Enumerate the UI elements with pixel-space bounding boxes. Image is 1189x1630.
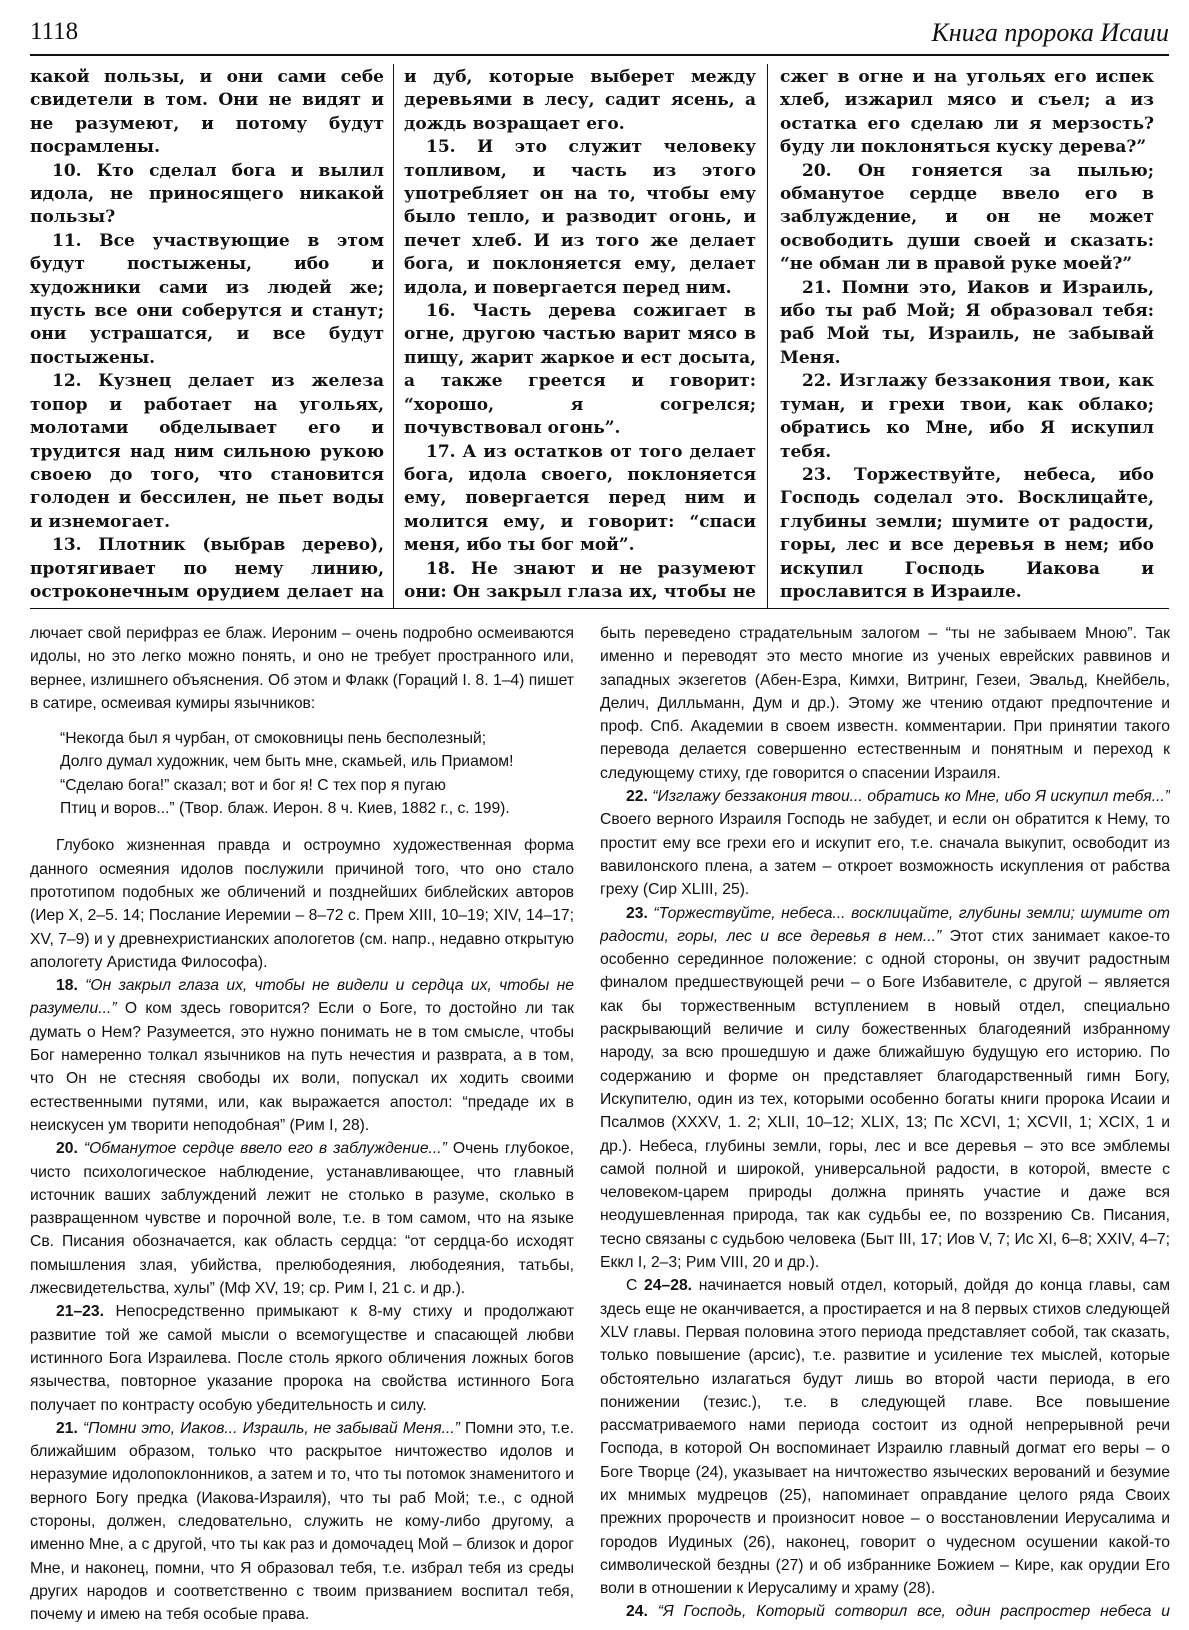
commentary-paragraph: Глубоко жизненная правда и остроумно художественная форма данного осмеяния идолов послужили причиной того, что оно стало прототипом подобных же обличений и позднейших библейских авторов (Иер X, 2–5. 14; Послание Иеремии – 8–72 с. Прем XIII, 10–19; XIV, 14–17; XV, 7–9) и у древнехристианских апологетов (см. напр., недавно открытую апологету Аристида Философа). <box>30 837 574 971</box>
bible-verse: 12. Кузнец делает из железа топор и работает на угольях, молотами обделывает его и трудится над ним сильною рукою своею до того, что становится голоден и бессилен, не пьет воды и изнемогает. <box>30 371 384 532</box>
bible-column-2 <box>404 66 756 606</box>
running-title: Книга пророка Исаии <box>931 18 1169 47</box>
commentary-paragraph <box>30 1417 574 1622</box>
commentary-text: Этот стих занимает какое-то особенно серединное положение: с одной стороны, он звучит радостным финалом предшествующей речи – о Боге Избавителе, с другой – является как бы торжественным вступлением в новый отдел, специально раскрывающий величие и силу божественных благодеяний избранному народу, за всю прошедшую и даже ближайшую будущую его историю. По содержанию и форме он представляет благодарственный гимн Богу, Искупителю, один из тех, которыми особенно богаты книги пророка Исаии и Псалмов (XXXV, 1. 2; XLII, 10–12; XLIX, 13; Пс XCVI, 1; XCVII, 1; XCIX, 1 и др.). Небеса, глубины земли, горы, лес и все деревья – это все эмблемы самой полной и широкой, универсальной радости, в которой, вместе с человеком-царем природы должна принять участие и даже вся неодушевленная природа, так как судьбы ее, по воззрению Св. Писания, тесно связаны с судьбою человека (Быт III, 17; Иов V, 7; Ис XI, 6–8; XXIV, 4–7; Еккл I, 2–3; Рим VIII, 20 и др.). <box>600 927 1170 1272</box>
bible-verse: и дуб, которые выберет между деревьями в лесу, садит ясень, а дождь возращает его. <box>404 67 756 134</box>
verse-number: 21–23. <box>56 1303 104 1321</box>
column-divider <box>767 64 768 608</box>
bible-column-3 <box>780 66 1154 606</box>
bible-verse: 18. Не знают и не разумеют они: Он закрыл глаза их, чтобы не <box>404 558 756 602</box>
verse-quote: “Помни это, Иаков... Израиль, не забывай Меня...” <box>82 1419 460 1437</box>
commentary-text: Очень глубокое, чисто психологическое наблюдение, устанавливающее, что главный источник ваших заблуждений лежит не столько в разуме, сколько в развращенном чувстве и порочной воле, т.е. в том самом, что на языке Св. Писания обозначается, как область сердца: “от сердца-бо исходят помышления злая, убийства, прелюбодеяния, любодеяния, татьбы, лжесвидетельства, хулы” (Мф XV, 19; ср. Рим I, 21 с. и др.). <box>30 1140 574 1298</box>
verse-quote: “Торжествуйте, небеса... восклицайте, глубины земли; шумите от радости, горы, лес и все деревья в нем...” <box>600 904 1170 945</box>
commentary-paragraph <box>30 1300 574 1416</box>
commentary-left-column <box>30 622 574 1622</box>
verse-quote: “Я Господь, Который сотворил все, один распростер небеса и <box>657 1603 1170 1621</box>
bible-verse: 20. Он гоняется за пылью; обманутое сердце ввело его в заблуждение, и он не может освободить души своей и сказать: “не обман ли в правой руке моей?” <box>780 160 1154 275</box>
bible-verse: сжег в огне и на угольях его испек хлеб, изжарил мясо и съел; а из остатка его сделаю ли я мерзость? буду ли поклоняться куску дерева?” <box>780 67 1154 158</box>
poem-quote <box>60 727 574 820</box>
bible-verse: 23. Торжествуйте, небеса, ибо Господь соделал это. Восклицайте, глубины земли; шумите от радости, горы, лес и все деревья в нем; ибо искупил Господь Иакова и прославится в Израиле. <box>780 464 1154 602</box>
verse-number: 21. <box>56 1419 78 1437</box>
commentary-text: Помни это, т.е. ближайшим образом, только что раскрытое ничтожество идолов и неразумие идолопоклонников, а затем и то, что ты потомок знаменитого и верного Богу предка (Иакова-Израиля), что ты раб Мой; т.е., с одной стороны, должен, следовательно, служить не кому-либо другому, а именно Мне, а с другой, что ты как раз и домочадец Мой – близок и дорог Мне, и наконец, помни, что Я образовал тебя, т.е. избрал тебя из среды других народов и соответственно с твоим призванием воспитал тебя, почему и имею на тебя особые права. <box>30 1419 574 1622</box>
page-number: 1118 <box>30 18 79 45</box>
commentary-paragraph <box>600 1600 1170 1622</box>
commentary-text: С <box>626 1277 638 1295</box>
bible-verse: 15. И это служит человеку топливом, и часть из этого употребляет он на то, чтобы ему было тепло, и разводит огонь, и печет хлеб. И из того же делает бога, и поклоняется ему, делает идола, и повергается перед ним. <box>404 137 756 298</box>
verse-number: 20. <box>56 1140 78 1158</box>
verse-quote: “Обманутое сердце ввело его в заблуждение...” <box>83 1140 447 1158</box>
verse-number: 24–28. <box>644 1277 693 1295</box>
verse-quote: “Он закрыл глаза их, чтобы не видели и сердца их, чтобы не разумели...” <box>30 977 574 1018</box>
commentary-right-column <box>600 622 1170 1622</box>
bible-column-1 <box>30 66 384 606</box>
bible-verse: 16. Часть дерева сожигает в огне, другою частью варит мясо в пищу, жарит жаркое и ест досыта, а также греется и говорит: “хорошо, я согрелся; почувствовал огонь”. <box>404 301 756 439</box>
bible-verse: 11. Все участвующие в этом будут постыжены, ибо и художники сами из людей же; пусть все они соберутся и станут; они устрашатся, и все будут постыжены. <box>30 230 384 368</box>
verse-quote: “Изглажу беззакония твои... обратись ко Мне, ибо Я искупил тебя...” <box>652 788 1170 806</box>
bible-verse <box>780 604 1154 606</box>
bible-verse: 21. Помни это, Иаков и Израиль, ибо ты раб Мой; Я образовал тебя: раб Мой ты, Израиль, не забывай Меня. <box>780 277 1154 368</box>
column-divider <box>393 64 394 608</box>
bible-verse: 10. Кто сделал бога и вылил идола, не приносящего никакой пользы? <box>30 160 384 228</box>
bible-verse: 13. Плотник (выбрав дерево), протягивает по нему линию, остроконечным орудием делает на <box>30 535 384 602</box>
commentary-paragraph: быть переведено страдательным залогом – “ты не забываем Мною”. Так именно и переводят это место многие из ученых еврейских раввинов и западных экзегетов (Абен-Езра, Кимхи, Витринг, Гезеи, Эвальд, Кнейбель, Делич, Дилльманн, Дум и др.). Этому же чтению отдают предпочтение и проф. Спб. Академии в своем известн. комментарии. При принятии такого перевода делается совершенно естественным и понятным и переход к следующему стиху, где говорится о спасении Израиля. <box>600 625 1170 782</box>
verse-number: 23. <box>626 904 648 922</box>
commentary-paragraph <box>600 785 1170 901</box>
verse-number: 24. <box>626 1603 648 1621</box>
commentary-text: Непосредственно примыкают к 8-му стиху и продолжают развитие той же самой мысли о всемогуществе и спасающей любви истинного Бога Израилева. После столь яркого обличения ложных богов язычества, повторное указание пророка на свойства истинного Бога получает по контрасту особую убедительность и силу. <box>30 1303 574 1414</box>
bible-verse: 22. Изглажу беззакония твои, как туман, и грехи твои, как облако; обратись ко Мне, ибо Я искупил тебя. <box>780 371 1154 462</box>
poem-line: “Некогда был я чурбан, от смоковницы пень бесполезный; <box>60 730 487 748</box>
commentary-text: начинается новый отдел, который, дойдя до конца главы, сам здесь еще не оканчивается, а простирается и на 8 первых стихов следующей XLV главы. Первая половина этого периода представляет собой, так сказать, только повышение (арсис), т.е. развитие и усиление тех мыслей, которые обстоятельно излагаться будут лишь во второй части периода, в его понижении (тезис.), т.е. в следующей главе. Все повышение рассматриваемого нами периода состоит из одной непрерывной речи Господа, в которой Он воспоминает Израилю главный догмат его веры – о Боге Творце (24), указывает на ничтожество языческих верований и безумие их мнимых мудрецов (25), напоминает оправдание целого ряда Своих прежних пророчеств и произносит новое – о восстановлении Иерусалима и городов Иудиных (26), наконец, говорит о чудесном осушении какой-то символической бездны (27) и об избраннике Божием – Кире, как орудии Его воли в отношении к Иерусалиму и храму (28). <box>600 1277 1170 1598</box>
section-divider <box>30 608 1169 609</box>
verse-number: 18. <box>56 977 78 995</box>
page-header <box>30 14 1169 56</box>
commentary-paragraph: лючает свой перифраз ее блаж. Иероним – очень подробно осмеиваются идолы, но это легко можно понять, и оно не требует пространного или, вернее, излишнего объяснения. Об этом и Флакк (Гораций I. 8. 1–4) пишет в сатире, осмеивая кумиры язычников: <box>30 625 574 712</box>
commentary-paragraph <box>30 974 574 1137</box>
poem-line: Птиц и воров...” (Твор. блаж. Иерон. 8 ч. Киев, 1882 г., с. 199). <box>60 800 510 818</box>
poem-line: Долго думал художник, чем быть мне, скамьей, иль Приамом! <box>60 753 514 771</box>
commentary-text: Своего верного Израиля Господь не забудет, и если он обратится к Нему, то простит ему все грехи его и искупит его, т.е. сначала выкупит, освободит из вавилонского плена, а затем – откроет возможность искупления от рабства греху (Сир XLIII, 25). <box>600 811 1170 899</box>
bible-verse: 17. А из остатков от того делает бога, идола своего, поклоняется ему, повергается перед ним и молится ему, и говорит: “спаси меня, ибо ты бог мой”. <box>404 441 756 556</box>
poem-line: “Сделаю бога!” сказал; вот и бог я! С тех пор я пугаю <box>60 776 446 794</box>
commentary-text: О ком здесь говорится? Если о Боге, то достойно ли так думать о Нем? Разумеется, это нужно понимать не в том смысле, чтобы Бог намеренно толкал язычников на путь нечестия и разврата, а в том, что Он не стесняя свободы их воли, попускал их ходить своими естественными путями, или, как выражается апостол: “предаде их в неискусен ум творити неподобная” (Рим I, 28). <box>30 1000 574 1134</box>
bible-verse: какой пользы, и они сами себе свидетели в том. Они не видят и не разумеют, и потому будут посрамлены. <box>30 67 384 158</box>
verse-number: 22. <box>626 788 648 806</box>
commentary-paragraph <box>30 1137 574 1300</box>
commentary-paragraph <box>600 902 1170 1275</box>
commentary-paragraph <box>600 1274 1170 1600</box>
